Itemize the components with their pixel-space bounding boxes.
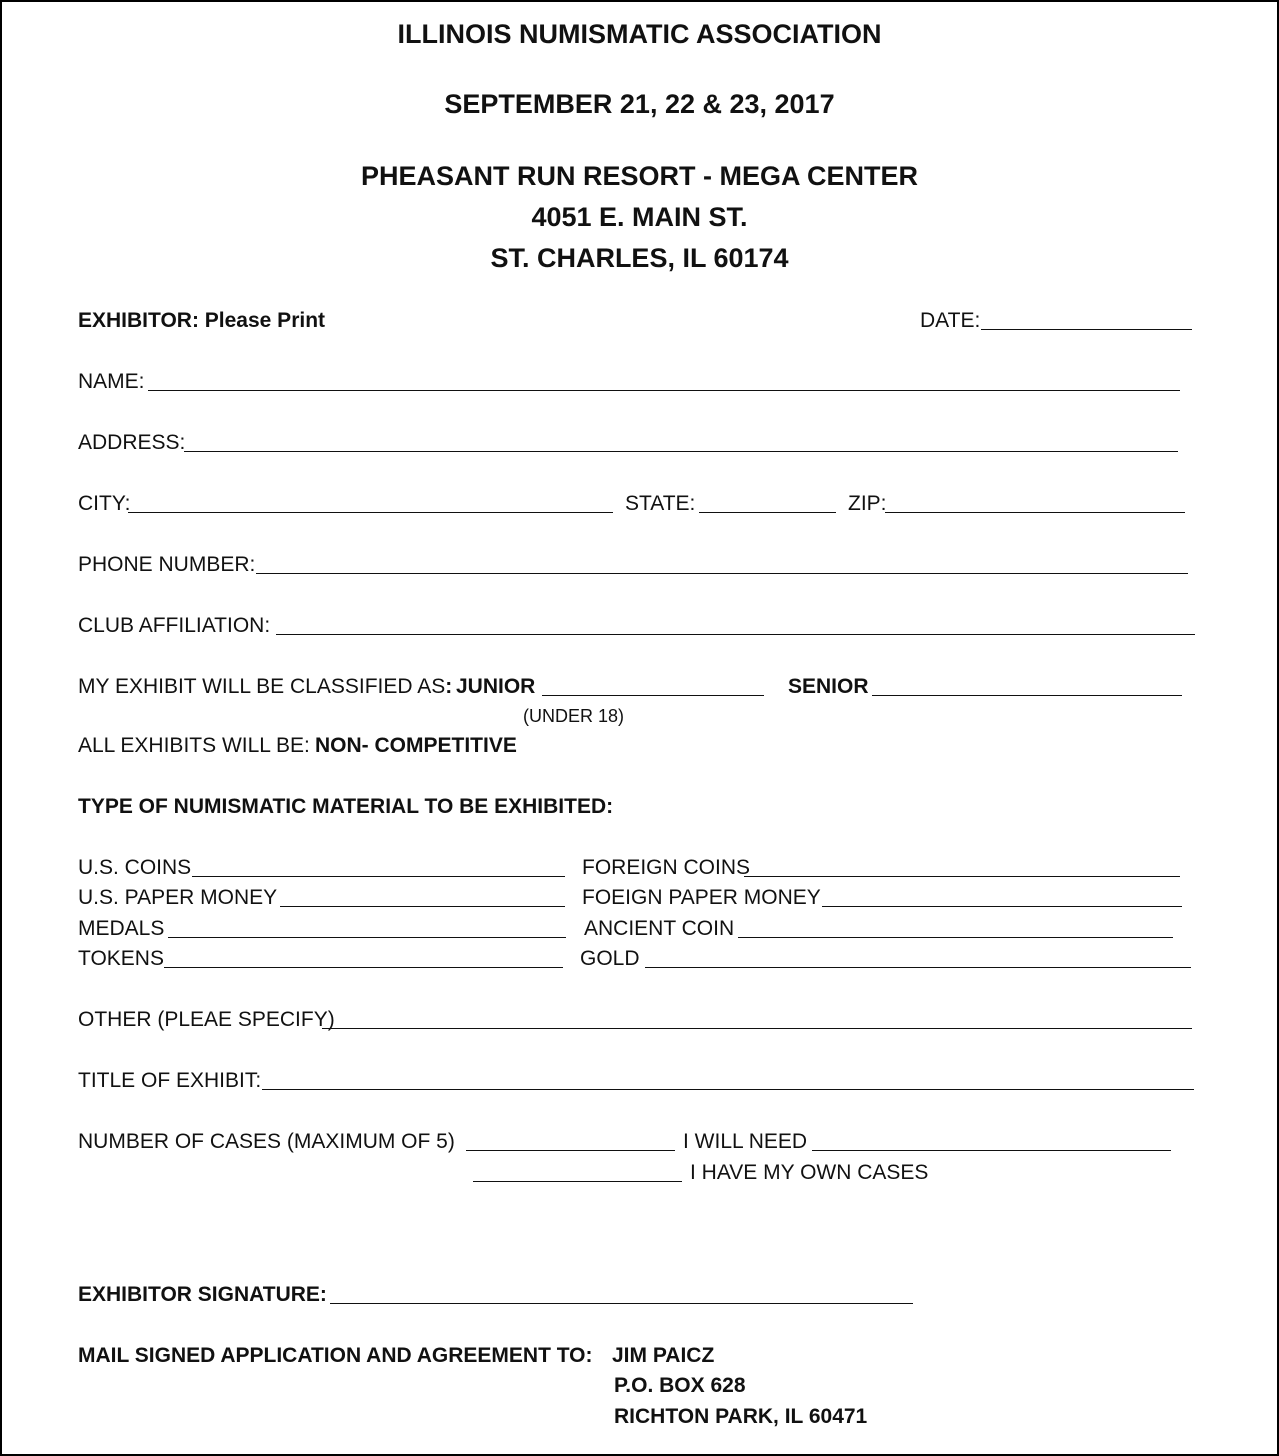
foreign-coins-label: FOREIGN COINS [582,856,751,879]
mail-city: RICHTON PARK, IL 60471 [614,1405,868,1428]
phone-label: PHONE NUMBER: [78,553,256,576]
tokens-label: TOKENS [78,947,164,970]
city-label: CITY: [78,492,131,515]
club-label: CLUB AFFILIATION: [78,614,271,637]
event-dates: SEPTEMBER 21, 22 & 23, 2017 [444,89,835,119]
junior-field[interactable] [542,695,764,696]
venue-city: ST. CHARLES, IL 60174 [490,243,789,273]
us-coins-field[interactable] [192,876,565,877]
medals-label: MEDALS [78,917,165,940]
foreign-paper-field[interactable] [822,906,1182,907]
state-field[interactable] [699,512,836,513]
us-coins-label: U.S. COINS [78,856,192,879]
senior-field[interactable] [872,695,1182,696]
zip-label: ZIP: [848,492,887,515]
date-label: DATE: [920,309,981,332]
signature-label: EXHIBITOR SIGNATURE: [78,1283,327,1306]
senior-label: SENIOR [788,675,869,698]
all-exhibits-label: ALL EXHIBITS WILL BE: [78,734,310,757]
name-label: NAME: [78,370,145,393]
own-cases-label: I HAVE MY OWN CASES [690,1161,929,1184]
state-label: STATE: [625,492,696,515]
address-label: ADDRESS: [78,431,186,454]
phone-field[interactable] [256,573,1188,574]
signature-field[interactable] [330,1303,913,1304]
foreign-paper-label: FOEIGN PAPER MONEY [582,886,821,909]
venue-name: PHEASANT RUN RESORT - MEGA CENTER [360,161,919,191]
org-title: ILLINOIS NUMISMATIC ASSOCIATION [397,19,882,49]
ancient-coin-field[interactable] [738,937,1173,938]
club-field[interactable] [276,634,1195,635]
junior-label: JUNIOR [456,675,536,698]
name-field[interactable] [148,390,1180,391]
address-field[interactable] [184,451,1178,452]
other-label: OTHER (PLEAE SPECIFY) [78,1008,335,1031]
mail-recipient: JIM PAICZ [612,1344,715,1367]
own-cases-field[interactable] [473,1181,682,1182]
zip-field[interactable] [885,512,1185,513]
mail-po-box: P.O. BOX 628 [614,1374,746,1397]
will-need-field[interactable] [812,1150,1171,1151]
non-competitive-value: NON- COMPETITIVE [315,734,517,757]
gold-label: GOLD [580,947,640,970]
title-label: TITLE OF EXHIBIT: [78,1069,262,1092]
foreign-coins-field[interactable] [744,876,1180,877]
ancient-coin-label: ANCIENT COIN [584,917,735,940]
material-type-heading: TYPE OF NUMISMATIC MATERIAL TO BE EXHIBITED: [78,795,614,818]
will-need-label: I WILL NEED [683,1130,808,1153]
city-field[interactable] [128,512,613,513]
cases-label: NUMBER OF CASES (MAXIMUM OF 5) [78,1130,455,1153]
venue-street: 4051 E. MAIN ST. [531,202,748,232]
date-field[interactable] [981,329,1192,330]
us-paper-field[interactable] [280,906,565,907]
medals-field[interactable] [168,937,566,938]
under-18-note: (UNDER 18) [523,706,625,726]
title-field[interactable] [262,1089,1194,1090]
classified-label: MY EXHIBIT WILL BE CLASSIFIED AS: [78,675,453,698]
gold-field[interactable] [645,967,1191,968]
other-field[interactable] [322,1028,1192,1029]
exhibitor-label: EXHIBITOR: Please Print [78,309,326,332]
us-paper-label: U.S. PAPER MONEY [78,886,278,909]
mail-to-label: MAIL SIGNED APPLICATION AND AGREEMENT TO: [78,1344,593,1367]
tokens-field[interactable] [164,967,563,968]
cases-need-count-field[interactable] [466,1150,675,1151]
